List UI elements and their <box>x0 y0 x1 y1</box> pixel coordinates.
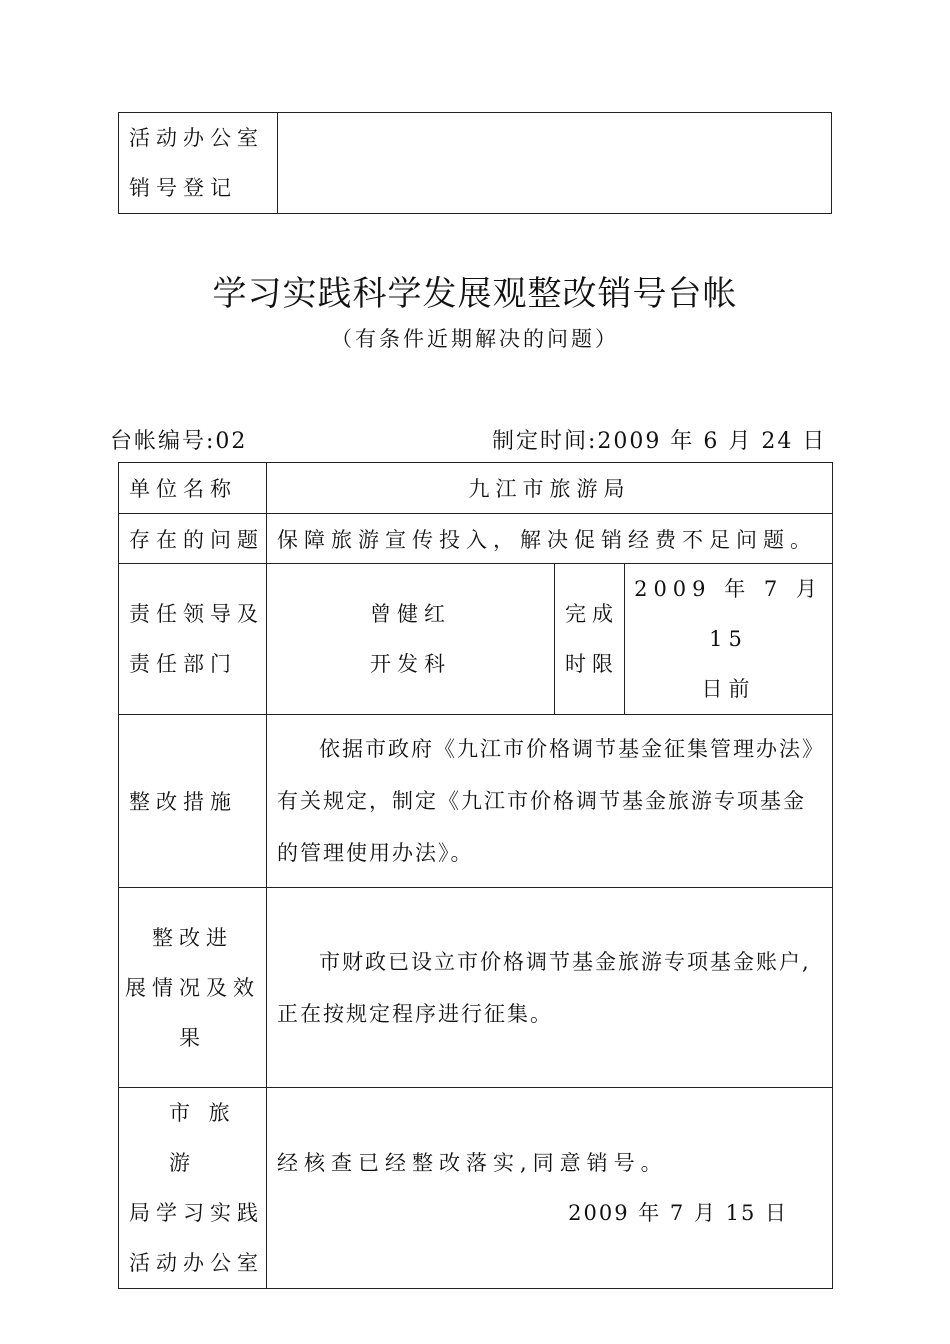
deadline-label-line2: 时限 <box>565 652 619 676</box>
registration-label-cell <box>119 113 278 214</box>
problem-label: 存在的问题 <box>119 514 267 564</box>
table-row <box>119 463 833 514</box>
document-subtitle: （有条件近期解决的问题） <box>331 327 619 351</box>
table-row <box>119 715 833 888</box>
leader-label-line1: 责任领导及 <box>129 602 264 626</box>
registration-label-line1: 活动办公室 <box>129 126 264 150</box>
deadline-value-cell <box>625 564 833 715</box>
leader-label-line2: 责任部门 <box>129 652 237 676</box>
ledger-table <box>118 462 833 1289</box>
table-row <box>119 514 833 564</box>
office-label-line2: 局学习实践 <box>129 1201 264 1225</box>
leader-dept: 开发科 <box>370 652 451 676</box>
table-row <box>119 564 833 715</box>
deadline-label-cell <box>555 564 625 715</box>
leader-value-cell <box>267 564 555 715</box>
registration-label-line2: 销号登记 <box>129 176 237 200</box>
office-text: 经核查已经整改落实,同意销号。 <box>277 1151 668 1175</box>
deadline-line1: 2009 年 7 月 15 <box>634 577 823 651</box>
unit-label: 单位名称 <box>119 463 267 514</box>
registration-fragment-table <box>118 112 832 214</box>
registration-value-cell <box>278 113 832 214</box>
leader-label-cell <box>119 564 267 715</box>
leader-name: 曾健红 <box>370 602 451 626</box>
office-label-line1: 市 旅 游 <box>169 1101 236 1175</box>
ledger-number: 台帐编号:02 <box>110 429 248 454</box>
progress-label-line1: 整改进 <box>152 925 233 950</box>
table-row <box>119 113 832 214</box>
progress-text: 市财政已设立市价格调节基金旅游专项基金账户,正在按规定程序进行征集。 <box>267 888 833 1088</box>
table-row <box>119 888 833 1088</box>
office-label-cell <box>119 1088 267 1289</box>
document-title: 学习实践科学发展观整改销号台帐 <box>212 274 738 314</box>
progress-label-line2: 展情况及效 <box>125 975 260 1000</box>
office-label-line3: 活动办公室 <box>129 1251 264 1275</box>
measures-label: 整改措施 <box>119 715 267 888</box>
table-row <box>119 1088 833 1289</box>
progress-label-cell <box>119 888 267 1088</box>
problem-value: 保障旅游宣传投入，解决促销经费不足问题。 <box>267 514 833 564</box>
progress-label-line3: 果 <box>179 1025 206 1050</box>
office-date: 2009 年 7 月 15 日 <box>568 1201 789 1225</box>
unit-value: 九江市旅游局 <box>267 463 833 514</box>
deadline-label-line1: 完成 <box>565 602 619 626</box>
deadline-line2: 日前 <box>701 677 756 701</box>
made-date: 制定时间:2009 年 6 月 24 日 <box>492 429 827 454</box>
office-cell <box>267 1088 833 1289</box>
measures-text: 依据市政府《九江市价格调节基金征集管理办法》有关规定，制定《九江市价格调节基金旅游专项基金的管理使用办法》。 <box>267 715 833 888</box>
